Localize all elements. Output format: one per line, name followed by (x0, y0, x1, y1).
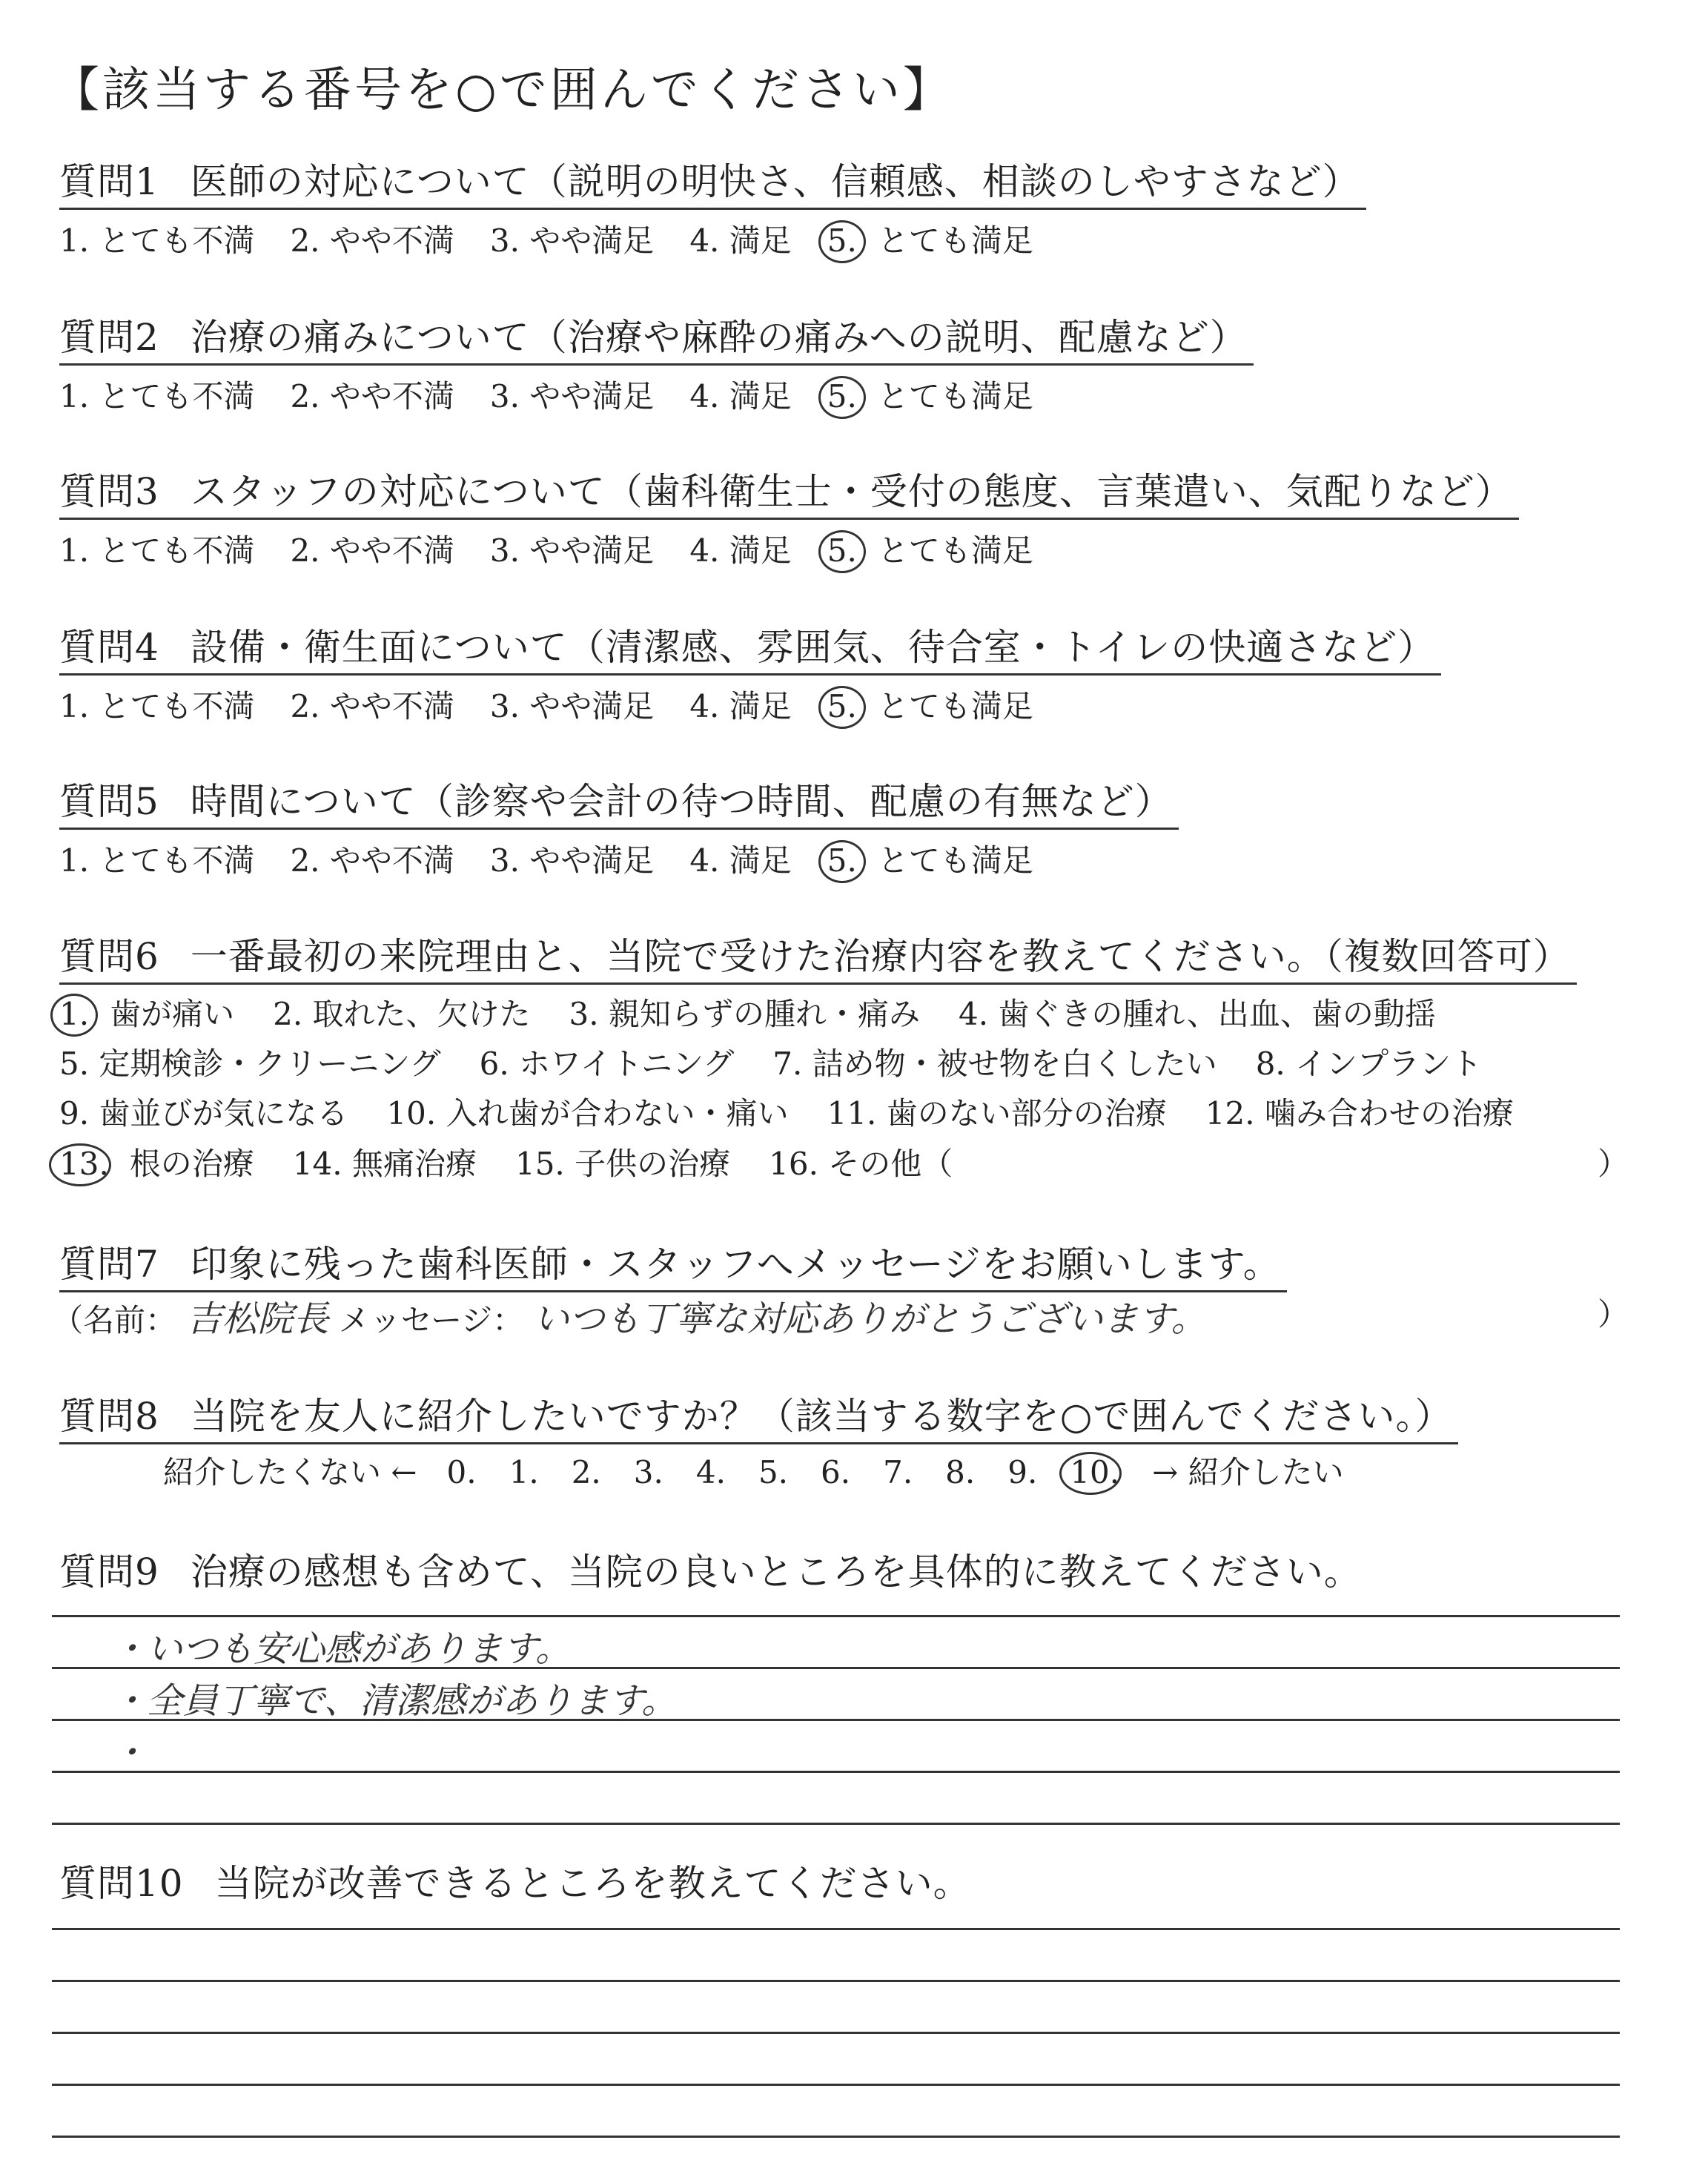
q5-options (59, 839, 1069, 883)
q3-option[interactable]: 4. 満足 (689, 532, 792, 569)
q9-handwritten-answer: ・全員丁寧で、清潔感があります。 (111, 1680, 678, 1722)
q4-option[interactable]: 1. とても不満 (59, 688, 255, 724)
q2-option[interactable]: 2. やや不満 (290, 378, 454, 415)
q8-scale-number[interactable]: 0. (446, 1454, 477, 1490)
q7-number: 質問7 (59, 1243, 159, 1286)
q6-option[interactable]: 12. 噛み合わせの治療 (1205, 1095, 1514, 1132)
q9-ruled-line (52, 1771, 1620, 1773)
q9-ruled-line (52, 1823, 1620, 1825)
q10-ruled-line (52, 2136, 1620, 2138)
q6-option[interactable]: 16. その他（ (769, 1146, 953, 1182)
q3-option[interactable]: 1. とても不満 (59, 532, 255, 569)
q6-option[interactable]: 8. インプラント (1255, 1046, 1483, 1082)
q7-message-label: メッセージ： (338, 1302, 524, 1338)
q8-number: 質問8 (59, 1395, 159, 1438)
q5-option[interactable]: 2. やや不満 (290, 842, 454, 879)
q4-option[interactable]: 4. 満足 (689, 688, 792, 724)
q7-name-label: （名前： (52, 1302, 177, 1338)
q6-option[interactable]: 15. 子供の治療 (514, 1146, 731, 1182)
q6-text: 一番最初の来院理由と、当院で受けた治療内容を教えてください。（複数回答可） (190, 935, 1571, 978)
q1-option[interactable]: 2. やや不満 (290, 222, 454, 259)
q10-title (59, 1857, 977, 1909)
q9-ruled-line (52, 1615, 1620, 1617)
q6-option[interactable]: 11. 歯のない部分の治療 (827, 1095, 1167, 1132)
q7-answer-line (52, 1290, 1646, 1350)
q5-option[interactable]: とても満足 (877, 842, 1033, 879)
q4-title (59, 621, 1441, 676)
q4-text: 設備・衛生面について（清潔感、雰囲気、待合室・トイレの快適さなど） (190, 626, 1436, 669)
q10-ruled-line (52, 1980, 1620, 1982)
q3-option[interactable]: 2. やや不満 (290, 532, 454, 569)
q1-options (59, 219, 1069, 263)
q10-text: 当院が改善できるところを教えてください。 (214, 1862, 971, 1905)
q3-text: スタッフの対応について（歯科衛生士・受付の態度、言葉遣い、気配りなど） (190, 470, 1513, 513)
q2-option[interactable]: 1. とても不満 (59, 378, 255, 415)
q7-title (59, 1238, 1287, 1292)
q8-scale-number[interactable]: 7. (883, 1454, 913, 1490)
q8-scale (163, 1450, 1344, 1495)
q4-options (59, 684, 1069, 729)
q7-text: 印象に残った歯科医師・スタッフへメッセージをお願いします。 (190, 1243, 1281, 1286)
q2-number: 質問2 (59, 316, 159, 359)
q6-option[interactable]: 9. 歯並びが気になる (59, 1095, 348, 1132)
q1-title (59, 156, 1366, 210)
q9-handwritten-answer: ・いつも安心感があります。 (111, 1628, 572, 1670)
q7-paren-close: ） (1598, 1296, 1629, 1332)
q2-title (59, 311, 1254, 366)
q6-other-paren-close: ） (1598, 1146, 1629, 1182)
q5-text: 時間について（診察や会計の待つ時間、配慮の有無など） (190, 780, 1173, 823)
q8-scale-number[interactable]: 6. (821, 1454, 851, 1490)
q6-option[interactable]: 1. (59, 992, 89, 1037)
q8-right-label: → 紹介したい (1152, 1454, 1344, 1490)
q5-option[interactable]: 5. (827, 839, 857, 883)
q2-option[interactable]: とても満足 (877, 378, 1033, 415)
q1-option[interactable]: とても満足 (877, 222, 1033, 259)
q7-name-handwritten: 吉松院長 (186, 1298, 329, 1340)
q4-number: 質問4 (59, 626, 159, 669)
q3-options (59, 529, 1069, 573)
q6-option[interactable]: 6. ホワイトニング (479, 1046, 735, 1082)
q8-scale-number[interactable]: 4. (695, 1454, 726, 1490)
q6-option[interactable]: 14. 無痛治療 (292, 1146, 477, 1182)
q10-number: 質問10 (59, 1862, 184, 1905)
q8-text: 当院を友人に紹介したいですか？（該当する数字を○で囲んでください。） (190, 1395, 1453, 1438)
q6-option[interactable]: 13. (59, 1142, 109, 1186)
q1-option[interactable]: 4. 満足 (689, 222, 792, 259)
q1-option[interactable]: 1. とても不満 (59, 222, 255, 259)
form-instruction-header: 【該当する番号を○で囲んでください】 (52, 63, 953, 118)
q8-scale-number[interactable]: 5. (758, 1454, 789, 1490)
q4-option[interactable]: 5. (827, 684, 857, 729)
q2-options (59, 374, 1069, 419)
q3-option[interactable]: 3. やや満足 (489, 532, 655, 569)
q6-title (59, 931, 1577, 985)
q8-scale-number[interactable]: 2. (571, 1454, 601, 1490)
q3-option[interactable]: 5. (827, 529, 857, 573)
q1-text: 医師の対応について（説明の明快さ、信頼感、相談のしやすさなど） (190, 160, 1360, 203)
q6-option-line (59, 1091, 1552, 1136)
q9-text: 治療の感想も含めて、当院の良いところを具体的に教えてください。 (190, 1550, 1362, 1593)
q6-option[interactable]: 10. 入れ歯が合わない・痛い (386, 1095, 789, 1132)
q8-scale-number[interactable]: 3. (633, 1454, 663, 1490)
q5-title (59, 776, 1179, 830)
q1-option[interactable]: 5. (827, 219, 857, 263)
q6-option-line (59, 992, 1474, 1037)
q6-option[interactable]: 根の治療 (129, 1146, 254, 1182)
q3-number: 質問3 (59, 470, 159, 513)
q10-ruled-line (52, 1928, 1620, 1930)
q9-number: 質問9 (59, 1550, 159, 1593)
q10-ruled-line (52, 2032, 1620, 2034)
q4-option[interactable]: とても満足 (877, 688, 1033, 724)
q2-text: 治療の痛みについて（治療や麻酔の痛みへの説明、配慮など） (190, 316, 1248, 359)
q6-option[interactable]: 7. 詰め物・被せ物を白くしたい (772, 1046, 1217, 1082)
q8-scale-number[interactable]: 1. (509, 1454, 539, 1490)
q1-number: 質問1 (59, 160, 159, 203)
q6-option-line (59, 1042, 1520, 1086)
q8-left-label: 紹介したくない ← (163, 1454, 417, 1490)
q6-option[interactable]: 歯が痛い (110, 996, 235, 1032)
q6-option[interactable]: 4. 歯ぐきの腫れ、出血、歯の動揺 (958, 996, 1436, 1032)
q6-number: 質問6 (59, 935, 159, 978)
q5-option[interactable]: 1. とても不満 (59, 842, 255, 879)
q7-message-handwritten: いつも丁寧な対応ありがとうございます。 (533, 1298, 1207, 1340)
q3-option[interactable]: とても満足 (877, 532, 1033, 569)
q6-option[interactable]: 5. 定期検診・クリーニング (59, 1046, 441, 1082)
q8-scale-number[interactable]: 9. (1007, 1454, 1038, 1490)
q10-ruled-line (52, 2084, 1620, 2086)
q5-number: 質問5 (59, 780, 159, 823)
q5-option[interactable]: 3. やや満足 (489, 842, 655, 879)
q1-option[interactable]: 3. やや満足 (489, 222, 655, 259)
q3-title (59, 466, 1519, 520)
q2-option[interactable]: 3. やや満足 (489, 378, 655, 415)
q8-title (59, 1390, 1458, 1444)
q8-scale-number[interactable]: 10. (1070, 1450, 1119, 1495)
q8-scale-number[interactable]: 8. (945, 1454, 976, 1490)
q6-option[interactable]: 2. 取れた、欠けた (273, 996, 531, 1032)
q4-option[interactable]: 2. やや不満 (290, 688, 454, 724)
q6-option[interactable]: 3. 親知らずの腫れ・痛み (569, 996, 920, 1032)
q2-option[interactable]: 4. 満足 (689, 378, 792, 415)
q5-option[interactable]: 4. 満足 (689, 842, 792, 879)
q4-option[interactable]: 3. やや満足 (489, 688, 655, 724)
q6-option-line (59, 1142, 991, 1186)
q9-handwritten-answer: ・ (111, 1732, 148, 1774)
q9-title (59, 1546, 1368, 1598)
q2-option[interactable]: 5. (827, 374, 857, 419)
